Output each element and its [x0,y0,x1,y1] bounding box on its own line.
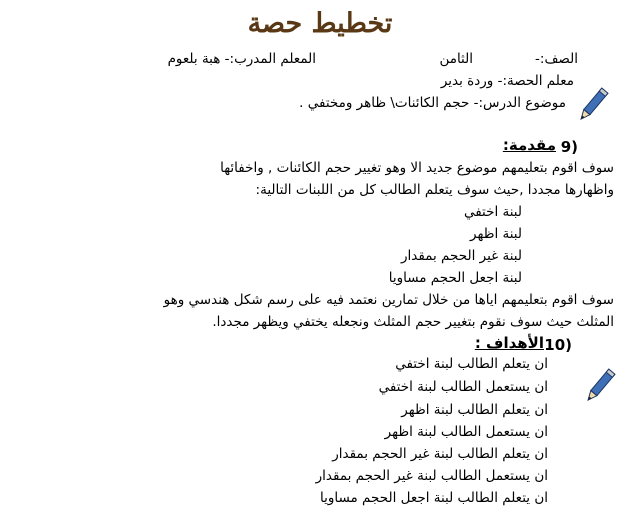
intro-line: سوف اقوم بتعليمهم اياها من خلال تمارين نعتمد فيه على رسم شكل هندسي وهو [163,292,614,308]
page-title: تخطيط حصة [247,8,393,39]
goal-item: ان يستعمل الطالب لبنة اختفي [378,379,548,395]
pencil-icon [575,86,609,126]
goal-item: ان يتعلم الطالب لبنة اظهر [401,402,548,418]
intro-line: لبنة اظهر [470,226,522,242]
goal-item: ان يستعمل الطالب لبنة غير الحجم بمقدار [315,468,548,484]
goal-item: ان يتعلم الطالب لبنة اجعل الحجم مساويا [319,490,548,506]
intro-line: لبنة غير الحجم بمقدار [401,248,522,264]
intro-line: واظهارها مجددا ,حيث سوف يتعلم الطالب كل من اللبنات التالية: [255,182,614,198]
intro-line: لبنة اجعل الحجم مساويا [388,270,522,286]
goal-item: ان يتعلم الطالب لبنة غير الحجم بمقدار [332,446,548,462]
intro-number: 9) [560,138,578,156]
goal-item: ان يستعمل الطالب لبنة اظهر [384,424,548,440]
grade-value: الثامن [439,51,473,67]
lesson-topic: موضوع الدرس:- حجم الكائنات\ ظاهر ومختفي . [299,95,566,111]
intro-heading: مقدمة: [502,136,556,154]
grade-label: الصف:- [535,51,578,67]
intro-line: لبنة اختفي [463,204,522,220]
intro-line: سوف اقوم بتعليمهم موضوع جديد الا وهو تغيير حجم الكائنات , واخفائها [220,160,614,176]
intro-line: المثلث حيث سوف نقوم بتغيير حجم المثلث ونجعله يختفي ويظهر مجددا. [212,314,614,330]
pencil-icon [582,366,616,408]
class-teacher: معلم الحصة:- وردة بدير [440,73,574,89]
goal-item: ان يتعلم الطالب لبنة اختفي [395,356,548,372]
goals-heading: الأهداف : [474,334,544,352]
trainer-teacher: المعلم المدرب:- هبة بلعوم [167,51,316,67]
goals-number: 10) [544,336,572,354]
